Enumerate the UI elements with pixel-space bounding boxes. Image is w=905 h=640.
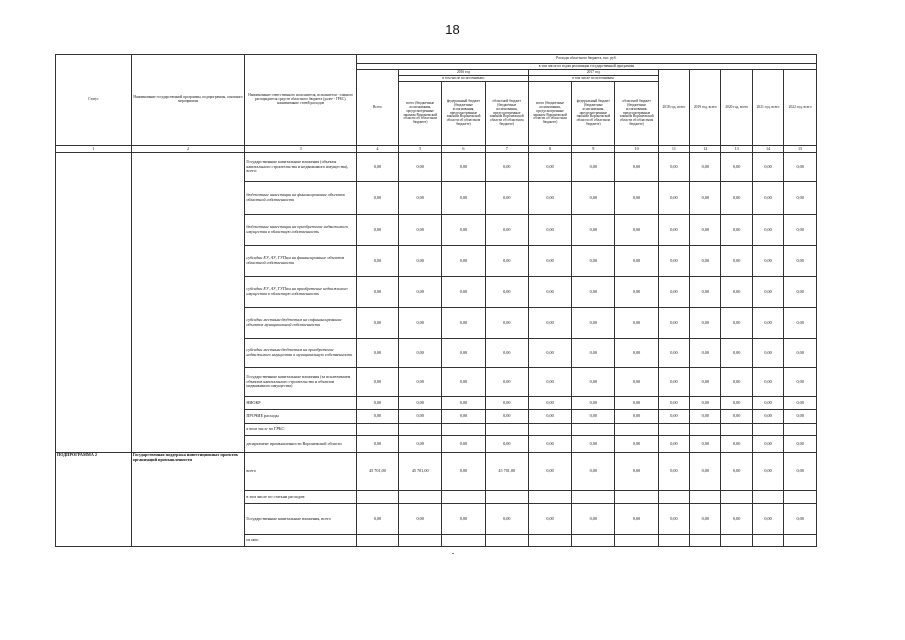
value-cell: [485, 491, 528, 504]
value-cell: 0,00: [399, 339, 442, 368]
value-cell: [784, 491, 817, 504]
col-number: 2: [131, 146, 245, 153]
value-cell: [485, 535, 528, 547]
value-cell: 0,00: [528, 504, 571, 535]
value-cell: 0,00: [752, 215, 783, 246]
header-year-2017: 2017 год: [528, 70, 658, 76]
header-program-name: Наименование государственной программы, подпрограммы, основного мероприятия: [131, 55, 245, 146]
value-cell: 0,00: [690, 410, 721, 424]
value-cell: 0,00: [528, 397, 571, 410]
value-cell: 0,00: [442, 397, 485, 410]
header-expenses-subtitle: в том числе по годам реализации государственной программы: [356, 64, 816, 70]
value-cell: [752, 491, 783, 504]
value-cell: 0,00: [784, 308, 817, 339]
budget-table: [55, 54, 817, 547]
value-cell: 0,00: [690, 215, 721, 246]
value-cell: [528, 491, 571, 504]
value-cell: [399, 535, 442, 547]
value-cell: 0,00: [784, 277, 817, 308]
value-cell: 0,00: [399, 153, 442, 182]
value-cell: [399, 424, 442, 436]
status-cell: [56, 153, 132, 453]
value-cell: [356, 424, 398, 436]
value-cell: 0,00: [528, 246, 571, 277]
value-cell: 0,00: [528, 410, 571, 424]
value-cell: 0,00: [399, 277, 442, 308]
value-cell: 0,00: [690, 397, 721, 410]
column-number-row: [56, 146, 817, 153]
value-cell: [399, 491, 442, 504]
value-cell: 0,00: [356, 436, 398, 453]
row-label: всего: [245, 453, 356, 491]
value-cell: [615, 491, 658, 504]
value-cell: [572, 424, 615, 436]
value-cell: 0,00: [721, 339, 752, 368]
value-cell: 0,00: [615, 368, 658, 397]
value-cell: 0,00: [658, 277, 689, 308]
header-2017-total: всего (бюджетные ассигнования, предусмотренные законом Воронежской области об областном бюджете): [528, 82, 571, 146]
value-cell: 0,00: [721, 153, 752, 182]
value-cell: 0,00: [721, 246, 752, 277]
value-cell: 0,00: [572, 182, 615, 215]
value-cell: 0,00: [721, 504, 752, 535]
row-label: бюджетные инвестиции на финансирование объектов областной собственности: [245, 182, 356, 215]
value-cell: 0,00: [690, 436, 721, 453]
value-cell: [658, 535, 689, 547]
col-number: 9: [572, 146, 615, 153]
col-number: 10: [615, 146, 658, 153]
value-cell: 0,00: [442, 308, 485, 339]
value-cell: 0,00: [752, 397, 783, 410]
value-cell: 0,00: [784, 436, 817, 453]
value-cell: 0,00: [356, 368, 398, 397]
value-cell: [752, 535, 783, 547]
row-label: субсидии местным бюджетам на приобретение недвижимого имущества в муниципальную собственность: [245, 339, 356, 368]
col-number: 4: [356, 146, 398, 153]
scan-speck: [452, 553, 454, 554]
value-cell: 0,00: [690, 339, 721, 368]
main-rows: [56, 153, 817, 453]
value-cell: 0,00: [442, 182, 485, 215]
value-cell: [528, 424, 571, 436]
value-cell: [615, 535, 658, 547]
value-cell: 0,00: [658, 215, 689, 246]
value-cell: 0,00: [356, 153, 398, 182]
value-cell: [442, 491, 485, 504]
value-cell: 0,00: [485, 397, 528, 410]
value-cell: 0,00: [485, 182, 528, 215]
header-incl-sources-2016: в том числе по источникам:: [399, 76, 529, 82]
value-cell: 0,00: [572, 410, 615, 424]
value-cell: 0,00: [485, 246, 528, 277]
value-cell: 0,00: [721, 182, 752, 215]
value-cell: [690, 491, 721, 504]
value-cell: 0,00: [485, 410, 528, 424]
header-executor: Наименование ответственного исполнителя, исполнителя - главного распорядителя средств областного бюджета (далее - ГРБС), наименование статей расходов: [245, 55, 356, 146]
value-cell: 0,00: [528, 215, 571, 246]
col-number: 15: [784, 146, 817, 153]
col-number: 12: [690, 146, 721, 153]
value-cell: 45 701,00: [399, 453, 442, 491]
value-cell: 0,00: [784, 504, 817, 535]
value-cell: 0,00: [485, 153, 528, 182]
subprogram-status: ПОДПРОГРАММА 2: [56, 453, 132, 547]
value-cell: 0,00: [442, 410, 485, 424]
value-cell: 0,00: [572, 246, 615, 277]
value-cell: 0,00: [528, 182, 571, 215]
value-cell: 0,00: [572, 504, 615, 535]
value-cell: 0,00: [442, 436, 485, 453]
value-cell: 0,00: [615, 453, 658, 491]
value-cell: 0,00: [721, 436, 752, 453]
value-cell: 0,00: [442, 246, 485, 277]
value-cell: 0,00: [356, 246, 398, 277]
col-number: 14: [752, 146, 783, 153]
value-cell: 0,00: [399, 436, 442, 453]
value-cell: 0,00: [658, 153, 689, 182]
value-cell: 0,00: [442, 339, 485, 368]
value-cell: 0,00: [658, 504, 689, 535]
subprogram-name: Государственная поддержка инвестиционных проектов организаций промышленности: [131, 453, 245, 547]
value-cell: 0,00: [615, 436, 658, 453]
header-2016-regional: областной бюджет (бюджетные ассигнования, предусмотренные законом Воронежской области об областном бюджете): [485, 82, 528, 146]
value-cell: 0,00: [572, 277, 615, 308]
subprogram-rows: [56, 453, 817, 547]
value-cell: 0,00: [658, 410, 689, 424]
value-cell: 0,00: [784, 339, 817, 368]
value-cell: 0,00: [572, 368, 615, 397]
value-cell: [721, 535, 752, 547]
value-cell: 0,00: [442, 368, 485, 397]
header-incl-sources-2017: в том числе по источникам:: [528, 76, 658, 82]
value-cell: 45 701,00: [356, 453, 398, 491]
table-row: [56, 153, 817, 182]
header-2016-total: всего (бюджетные ассигнования, предусмотренные законом Воронежской области об областном бюджете): [399, 82, 442, 146]
row-label: бюджетные инвестиции на приобретение недвижимого имущества в областную собственность: [245, 215, 356, 246]
value-cell: 0,00: [485, 308, 528, 339]
value-cell: 0,00: [752, 246, 783, 277]
value-cell: [528, 535, 571, 547]
value-cell: 0,00: [690, 182, 721, 215]
value-cell: 0,00: [615, 308, 658, 339]
value-cell: 0,00: [721, 397, 752, 410]
value-cell: 0,00: [658, 246, 689, 277]
value-cell: 0,00: [528, 308, 571, 339]
value-cell: 0,00: [356, 410, 398, 424]
value-cell: 0,00: [784, 453, 817, 491]
value-cell: [658, 491, 689, 504]
value-cell: 0,00: [752, 277, 783, 308]
header-2022: 2022 год, всего: [784, 70, 817, 146]
value-cell: 0,00: [572, 339, 615, 368]
value-cell: [784, 535, 817, 547]
value-cell: 0,00: [615, 153, 658, 182]
value-cell: 0,00: [658, 453, 689, 491]
header-status: Статус: [56, 55, 132, 146]
value-cell: 0,00: [690, 308, 721, 339]
value-cell: 0,00: [690, 504, 721, 535]
value-cell: 0,00: [721, 308, 752, 339]
col-number: 13: [721, 146, 752, 153]
row-label: Государственные капитальные вложения, всего: [245, 504, 356, 535]
row-label: Государственные капитальные вложения (за исключением объектов капитального строительства и объектов недвижимого имущества): [245, 368, 356, 397]
budget-table-sheet: [55, 54, 817, 547]
value-cell: 0,00: [442, 153, 485, 182]
header-2021: 2021 год, всего: [752, 70, 783, 146]
value-cell: 0,00: [690, 277, 721, 308]
value-cell: 0,00: [572, 215, 615, 246]
value-cell: [721, 424, 752, 436]
row-label: в том числе по ГРБС:: [245, 424, 356, 436]
value-cell: 0,00: [690, 453, 721, 491]
value-cell: 0,00: [399, 182, 442, 215]
value-cell: 0,00: [690, 368, 721, 397]
value-cell: 0,00: [784, 368, 817, 397]
value-cell: 0,00: [399, 410, 442, 424]
value-cell: 0,00: [485, 215, 528, 246]
value-cell: 45 701,00: [485, 453, 528, 491]
value-cell: [690, 424, 721, 436]
value-cell: 0,00: [356, 397, 398, 410]
row-label: НИОКР: [245, 397, 356, 410]
value-cell: 0,00: [784, 410, 817, 424]
value-cell: 0,00: [572, 153, 615, 182]
value-cell: 0,00: [721, 410, 752, 424]
value-cell: 0,00: [572, 436, 615, 453]
value-cell: 0,00: [658, 308, 689, 339]
value-cell: 0,00: [721, 277, 752, 308]
value-cell: 0,00: [615, 397, 658, 410]
header-2018: 2018 год, всего: [658, 70, 689, 146]
value-cell: 0,00: [658, 436, 689, 453]
row-label: субсидии ЕУ, АУ, ГУПам на приобретение недвижимого имущества в областную собственность: [245, 277, 356, 308]
value-cell: 0,00: [399, 504, 442, 535]
value-cell: 0,00: [721, 453, 752, 491]
value-cell: 0,00: [528, 368, 571, 397]
value-cell: [356, 491, 398, 504]
expenses-title: Расходы областного бюджета, тыс. руб.: [556, 56, 617, 61]
col-number: 8: [528, 146, 571, 153]
row-label: в том числе по статьям расходов:: [245, 491, 356, 504]
value-cell: 0,00: [658, 182, 689, 215]
row-label: ПРОЧИЕ расходы: [245, 410, 356, 424]
value-cell: 0,00: [752, 308, 783, 339]
row-label: Государственные капитальные вложения (объекты капитального строительства и недвижимого имущества), всего:: [245, 153, 356, 182]
value-cell: [485, 424, 528, 436]
value-cell: 0,00: [399, 215, 442, 246]
value-cell: 0,00: [485, 339, 528, 368]
value-cell: 0,00: [784, 215, 817, 246]
value-cell: [572, 491, 615, 504]
value-cell: 0,00: [752, 182, 783, 215]
table-row: [56, 453, 817, 491]
value-cell: 0,00: [485, 504, 528, 535]
value-cell: 0,00: [528, 277, 571, 308]
value-cell: 0,00: [784, 182, 817, 215]
value-cell: 0,00: [784, 153, 817, 182]
value-cell: 0,00: [442, 277, 485, 308]
row-label: субсидии ЕУ, АУ, ГУПам на финансирование объектов областной собственности: [245, 246, 356, 277]
value-cell: 0,00: [399, 397, 442, 410]
value-cell: 0,00: [572, 308, 615, 339]
value-cell: 0,00: [572, 453, 615, 491]
value-cell: 0,00: [356, 339, 398, 368]
page-number: 18: [445, 22, 460, 37]
value-cell: 0,00: [485, 368, 528, 397]
value-cell: [752, 424, 783, 436]
value-cell: 0,00: [528, 453, 571, 491]
value-cell: 0,00: [615, 246, 658, 277]
value-cell: 0,00: [658, 339, 689, 368]
value-cell: 0,00: [528, 436, 571, 453]
value-cell: 0,00: [615, 410, 658, 424]
value-cell: [690, 535, 721, 547]
program-name-cell: [131, 153, 245, 453]
value-cell: 0,00: [442, 504, 485, 535]
value-cell: [784, 424, 817, 436]
value-cell: 0,00: [615, 277, 658, 308]
value-cell: 0,00: [658, 397, 689, 410]
value-cell: 0,00: [485, 277, 528, 308]
value-cell: 0,00: [721, 215, 752, 246]
value-cell: 0,00: [528, 153, 571, 182]
value-cell: [442, 424, 485, 436]
header-2016-federal: федеральный бюджет (бюджетные ассигнования, предусмотренные законом Воронежской области об областном бюджете): [442, 82, 485, 146]
col-number: 5: [399, 146, 442, 153]
col-number: 6: [442, 146, 485, 153]
value-cell: 0,00: [356, 215, 398, 246]
header-2017-federal: федеральный бюджет (бюджетные ассигнования, предусмотренные законом Воронежской области об областном бюджете): [572, 82, 615, 146]
value-cell: 0,00: [615, 215, 658, 246]
header-2019: 2019 год, всего: [690, 70, 721, 146]
value-cell: [442, 535, 485, 547]
header-total: Всего: [356, 70, 398, 146]
value-cell: 0,00: [690, 153, 721, 182]
value-cell: [356, 535, 398, 547]
value-cell: 0,00: [784, 246, 817, 277]
value-cell: 0,00: [615, 182, 658, 215]
col-number: 1: [56, 146, 132, 153]
col-number: 3: [245, 146, 356, 153]
value-cell: 0,00: [752, 153, 783, 182]
value-cell: 0,00: [615, 504, 658, 535]
value-cell: [572, 535, 615, 547]
value-cell: 0,00: [442, 453, 485, 491]
header-year-2016: 2016 год: [399, 70, 529, 76]
value-cell: 0,00: [615, 339, 658, 368]
value-cell: 0,00: [752, 410, 783, 424]
row-label: из них:: [245, 535, 356, 547]
value-cell: 0,00: [356, 277, 398, 308]
value-cell: 0,00: [784, 397, 817, 410]
col-number: 11: [658, 146, 689, 153]
value-cell: 0,00: [752, 504, 783, 535]
col-number: 7: [485, 146, 528, 153]
value-cell: 0,00: [752, 368, 783, 397]
value-cell: 0,00: [690, 246, 721, 277]
value-cell: 0,00: [442, 215, 485, 246]
value-cell: 0,00: [399, 246, 442, 277]
value-cell: 0,00: [356, 504, 398, 535]
value-cell: 0,00: [572, 397, 615, 410]
row-label: субсидии местным бюджетам на софинансирование объектов муниципальной собственности: [245, 308, 356, 339]
value-cell: [615, 424, 658, 436]
value-cell: 0,00: [752, 339, 783, 368]
header-2017-regional: областной бюджет (бюджетные ассигнования, предусмотренные законом Воронежской области об областном бюджете): [615, 82, 658, 146]
value-cell: [721, 491, 752, 504]
value-cell: 0,00: [356, 182, 398, 215]
value-cell: 0,00: [752, 453, 783, 491]
value-cell: 0,00: [658, 368, 689, 397]
value-cell: 0,00: [485, 436, 528, 453]
header-2020: 2020 год, всего: [721, 70, 752, 146]
value-cell: 0,00: [752, 436, 783, 453]
value-cell: 0,00: [399, 308, 442, 339]
header-expenses-title: [356, 55, 816, 64]
value-cell: 0,00: [721, 368, 752, 397]
value-cell: 0,00: [528, 339, 571, 368]
value-cell: 0,00: [356, 308, 398, 339]
value-cell: 0,00: [399, 368, 442, 397]
value-cell: [658, 424, 689, 436]
row-label: департамент промышленности Воронежской области: [245, 436, 356, 453]
